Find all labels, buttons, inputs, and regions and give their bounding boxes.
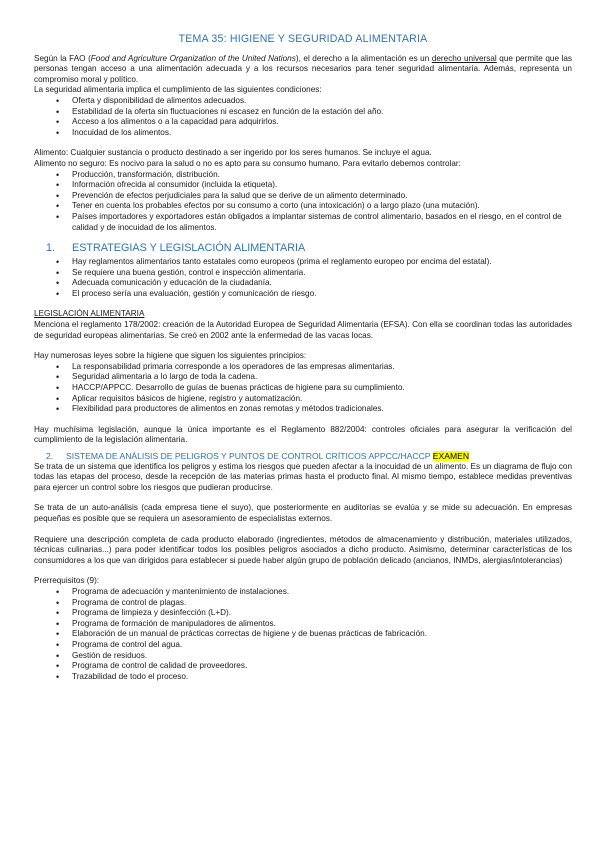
controls-list <box>34 170 572 234</box>
exam-highlight: EXAMEN <box>432 451 470 461</box>
section-number: 1. <box>46 242 56 255</box>
list-item: • Seguridad alimentaria a lo largo de toda la cadena. <box>72 372 572 383</box>
legislation-subheading: LEGISLACIÓN ALIMENTARIA <box>34 309 145 319</box>
list-item: • Producción, transformación, distribución. <box>72 170 572 181</box>
intro-paragraph <box>34 54 572 86</box>
list-item: • Tener en cuenta los probables efectos por su consumo a corto (una intoxicación) o a largo plazo (una mutación). <box>72 201 572 212</box>
list-item: • Gestión de residuos. <box>72 651 572 662</box>
intro-text-2: ), el derecho a la alimentación es un <box>295 53 432 63</box>
appcc-paragraph-2: Se trata de un auto-análisis (cada empresa tiene el suyo), que posteriormente en auditorías se evalúa y se mide su adecuación. En empresas pequeñas es posible que se requiera un asesoramiento de especialistas externos. <box>34 503 572 523</box>
definition-no-seguro: Alimento no seguro: Es nocivo para la salud o no es apto para su consumo humano. Para evitarlo debemos controlar: <box>34 158 461 168</box>
list-item: • HACCP/APPCC. Desarrollo de guías de buenas prácticas de higiene para su cumplimiento. <box>72 383 572 394</box>
section-title: ESTRATEGIAS Y LEGISLACIÓN ALIMENTARIA <box>72 242 306 255</box>
section-2-heading <box>34 451 572 462</box>
regulation-paragraph: Hay muchísima legislación, aunque la única importante es el Reglamento 882/2004: controles oficiales para asegurar la verificación del cumplimiento de la legislación alimentaria. <box>34 424 572 445</box>
prerequisites-list <box>34 587 572 682</box>
list-item: • Trazabilidad de todo el proceso. <box>72 672 572 683</box>
definition-alimento: Alimento: Cualquier sustancia o producto destinado a ser ingerido por los seres humanos. Se incluye el agua. <box>34 148 432 158</box>
appcc-paragraph-1: Se trata de un sistema que identifica los peligros y estima los riesgos que pueden afectar a la inocuidad de un alimento. Es un diagrama de flujo con todas las etapas del proceso, desde la recepción de las materias primas hasta el producto final. Al mismo tiempo, establece medidas preventivas para ejercer un control sobre los riesgos que pudieran producirse. <box>34 461 572 492</box>
legislation-paragraph: Menciona el reglamento 178/2002: creación de la Autoridad Europea de Seguridad Alimentaria (EFSA). Con ella se coordinan todas las autoridades de seguridad europeas alimentarias. Se creó en 2002 ante la enfermedad de las vacas locas. <box>34 320 572 340</box>
list-item: • Programa de control de calidad de proveedores. <box>72 661 572 672</box>
intro-text-1: Según la FAO ( <box>34 53 91 63</box>
list-item: • Prevención de efectos perjudiciales para la salud que se derive de un alimento determinado. <box>72 191 572 202</box>
appcc-paragraph-3: Requiere una descripción completa de cada producto elaborado (ingredientes, métodos de almacenamiento y distribución, materiales utilizados, técnicas culinarias...) para poder identificar todos los posibles peligros asociados a dicho producto. Asimismo, determinar características de los consumidores a los que van dirigidos para establecer si puede haber algún grupo de población delicado (ancianos, INMDs, alergias/intolerancias) <box>34 534 572 565</box>
fao-full-name: Food and Agriculture Organization of the United Nations <box>90 53 296 63</box>
list-item: • Programa de adecuación y mantenimiento de instalaciones. <box>72 587 572 598</box>
section-title: SISTEMA DE ANÁLISIS DE PELIGROS Y PUNTOS DE CONTROL CRÍTICOS APPCC/HACCP <box>66 451 431 461</box>
page-title: TEMA 35: HIGIENE Y SEGURIDAD ALIMENTARIA <box>178 33 428 45</box>
list-item: • Oferta y disponibilidad de alimentos adecuados. <box>72 96 572 107</box>
list-item: • Flexibilidad para productores de alimentos en zonas remotas y métodos tradicionales. <box>72 404 572 415</box>
laws-intro: Hay numerosas leyes sobre la higiene que siguen los siguientes principios: <box>34 351 307 361</box>
list-item: • Programa de control de plagas. <box>72 598 572 609</box>
list-item: • Programa de control del agua. <box>72 640 572 651</box>
list-item: • Inocuidad de los alimentos. <box>72 128 572 139</box>
section-1-heading <box>34 241 572 255</box>
prerequisites-title: Prerrequisitos (9): <box>34 576 100 586</box>
list-item: • Programa de formación de manipuladores de alimentos. <box>72 619 572 630</box>
list-item: • Se requiere una buena gestión, control e inspección alimentaria. <box>72 268 572 279</box>
list-item: • La responsabilidad primaria corresponde a los operadores de las empresas alimentarias. <box>72 362 572 373</box>
section-number: 2. <box>46 451 54 461</box>
list-item: • Estabilidad de la oferta sin fluctuaciones ni escasez en función de la estación del año. <box>72 107 572 118</box>
conditions-list <box>34 96 572 138</box>
list-item: • Elaboración de un manual de prácticas correctas de higiene y de buenas prácticas de fabricación. <box>72 629 572 640</box>
list-item: • Acceso a los alimentos o a la capacidad para adquirirlos. <box>72 117 572 128</box>
principles-list <box>34 362 572 415</box>
list-item: • Adecuada comunicación y educación de la ciudadanía. <box>72 278 572 289</box>
list-item: • Información ofrecida al consumidor (incluida la etiqueta). <box>72 180 572 191</box>
list-item: • Aplicar requisitos básicos de higiene, registro y automatización. <box>72 394 572 405</box>
list-item: • El proceso sería una evaluación, gestión y comunicación de riesgo. <box>72 289 572 300</box>
universal-right-term: derecho universal <box>431 53 497 63</box>
list-item: • Programa de limpieza y desinfección (L+D). <box>72 608 572 619</box>
intro-text-3: que permite que las personas tengan acceso a una alimentación adecuada y a los recursos necesarios para tener seguridad alimentaria. Además, representa un compromiso moral y político. <box>34 53 573 84</box>
strategies-list <box>34 257 572 299</box>
list-item: • Países importadores y exportadores están obligados a implantar sistemas de control alimentario, basados en el riesgo, en el control de calidad y de inocuidad de los alimentos. <box>72 212 572 233</box>
list-item: • Hay reglamentos alimentarios tanto estatales como europeos (prima el reglamento europeo por encima del estatal). <box>72 257 572 268</box>
conditions-intro: La seguridad alimentaria implica el cumplimiento de las siguientes condiciones: <box>34 85 322 95</box>
